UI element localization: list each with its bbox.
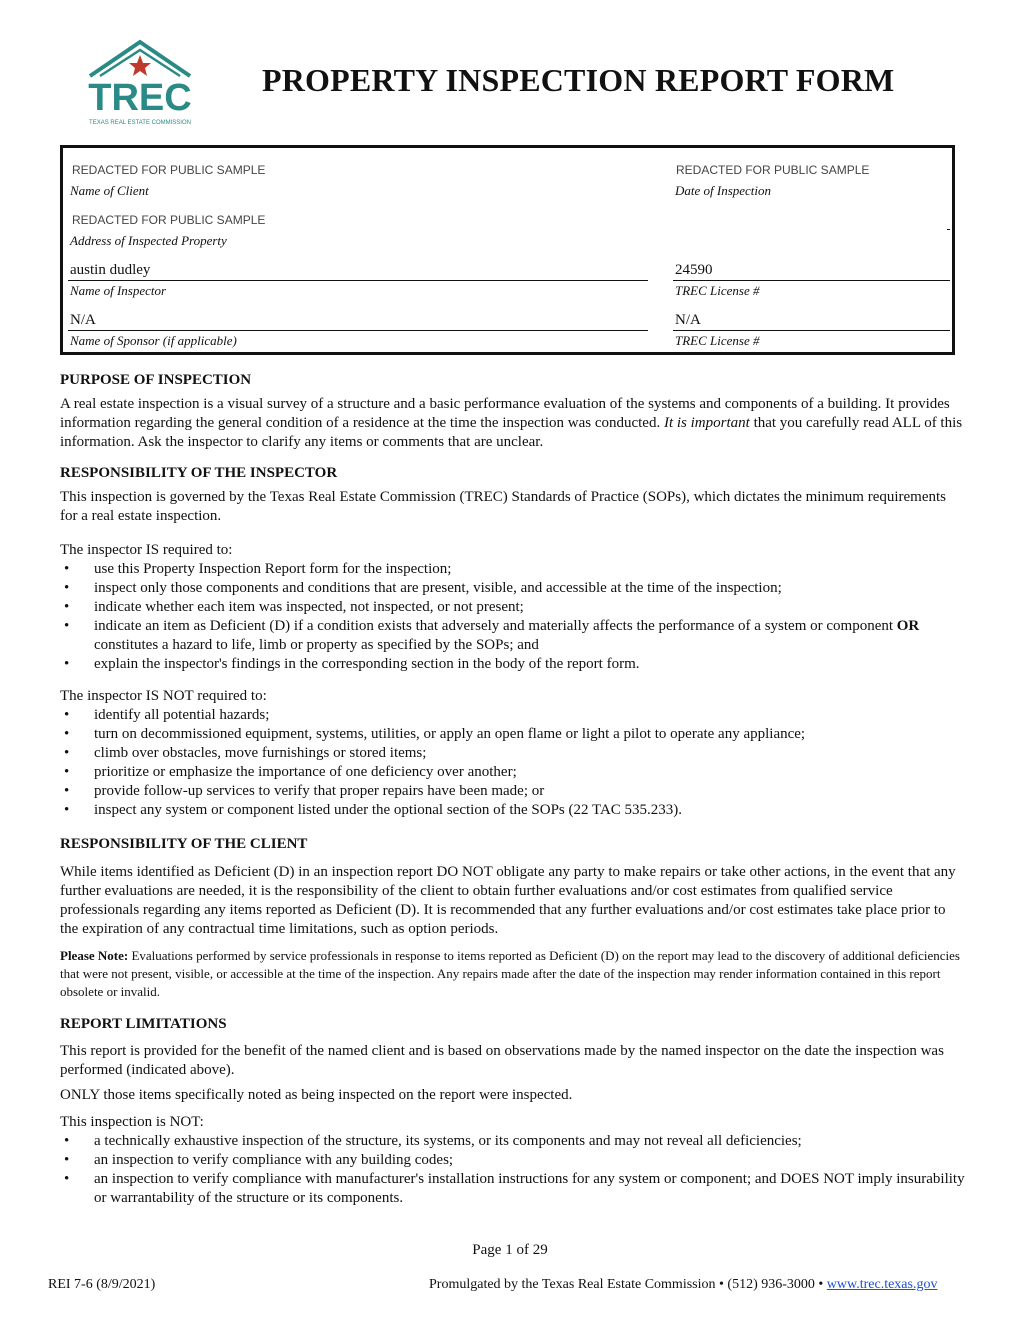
list-item: • an inspection to verify compliance with any building codes; [64, 1152, 454, 1168]
sponsor-license-label: TREC License # [675, 333, 760, 348]
logo-text: TREC [88, 77, 192, 119]
report-limitations-heading: REPORT LIMITATIONS [60, 1016, 227, 1032]
list-item: • prioritize or emphasize the importance of one deficiency over another; [64, 764, 517, 780]
list-item: • explain the inspector's findings in the corresponding section in the body of the report form. [64, 656, 640, 672]
inspector-license-label: TREC License # [675, 283, 760, 298]
form-id: REI 7-6 (8/9/2021) [48, 1277, 156, 1292]
list-item: • indicate whether each item was inspected, not inspected, or not present; [64, 599, 524, 615]
limitations-list [60, 1132, 965, 1208]
inspection-date-value: REDACTED FOR PUBLIC SAMPLE [676, 163, 870, 177]
address-line-end [947, 229, 950, 230]
not-required-list [60, 706, 965, 820]
client-name-label: Name of Client [70, 183, 149, 198]
list-item: • indicate an item as Deficient (D) if a condition exists that adversely and materially affects the performance of a system or component OR constitutes a hazard to life, limb or property as specified by the SOPs; and [64, 618, 920, 653]
required-heading: The inspector IS required to: [60, 542, 233, 558]
list-item: • turn on decommissioned equipment, systems, utilities, or apply an open flame or light a pilot to operate any appliance; [64, 726, 806, 742]
list-item: • an inspection to verify compliance with manufacturer's installation instructions for any system or component; and DOES NOT imply insurability or warrantability of the structure or its components. [64, 1171, 965, 1206]
promulgated-line: Promulgated by the Texas Real Estate Commission • (512) 936-3000 • www.trec.texas.gov [429, 1277, 938, 1292]
purpose-text: A real estate inspection is a visual survey of a structure and a basic performance evaluation of the systems and components of a building. It provides information regarding the general condition of a residence at the time the inspection was conducted. It is important that you carefully read ALL of this information. Ask the inspector to clarify any items or comments that are unclear. [60, 396, 963, 450]
logo-subtext: TEXAS REAL ESTATE COMMISSION [89, 120, 191, 126]
page-number: Page 1 of 29 [472, 1242, 548, 1258]
limitations-p1: This report is provided for the benefit of the named client and is based on observations made by the named inspector on the date the inspection was performed (indicated above). [60, 1043, 944, 1078]
list-item: • inspect only those components and conditions that are present, visible, and accessible at the time of the inspection; [64, 580, 782, 596]
limitations-p3: This inspection is NOT: [60, 1114, 204, 1130]
limitations-p2: ONLY those items specifically noted as being inspected on the report were inspected. [60, 1087, 573, 1103]
trec-website-link[interactable]: www.trec.texas.gov [826, 1277, 938, 1292]
star-icon [129, 55, 151, 76]
list-item: • climb over obstacles, move furnishings or stored items; [64, 745, 427, 761]
client-responsibility-text: While items identified as Deficient (D) in an inspection report DO NOT obligate any party to make repairs or take other actions, in the event that any further evaluations are needed, it is the responsibility of the client to obtain further evaluations and/or cost estimates from qualified service professionals regarding any items reported as Deficient (D). It is recommended that any further evaluations and/or cost estimates take place prior to the expiration of any contractual time limitations, such as option periods. [60, 864, 956, 937]
property-address-value: REDACTED FOR PUBLIC SAMPLE [72, 213, 266, 227]
inspection-date-label: Date of Inspection [675, 183, 772, 198]
sponsor-name-line [68, 330, 648, 331]
property-address-label: Address of Inspected Property [70, 233, 227, 248]
trec-logo [84, 38, 196, 128]
inspector-name-line [68, 280, 648, 281]
inspector-responsibility-text: This inspection is governed by the Texas Real Estate Commission (TREC) Standards of Practice (SOPs), which dictates the minimum requirements for a real estate inspection. [60, 489, 947, 524]
inspector-responsibility-heading: RESPONSIBILITY OF THE INSPECTOR [60, 465, 338, 481]
purpose-heading: PURPOSE OF INSPECTION [60, 372, 252, 388]
list-item: • use this Property Inspection Report form for the inspection; [64, 561, 452, 577]
trec-logo-icon [84, 38, 196, 128]
list-item: • provide follow-up services to verify that proper repairs have been made; or [64, 783, 545, 799]
sponsor-license-value: N/A [675, 312, 701, 328]
list-item: • a technically exhaustive inspection of the structure, its systems, or its components and may not reveal all deficiencies; [64, 1133, 802, 1149]
client-name-value: REDACTED FOR PUBLIC SAMPLE [72, 163, 266, 177]
sponsor-license-line [673, 330, 950, 331]
not-required-heading: The inspector IS NOT required to: [60, 688, 267, 704]
page-title: PROPERTY INSPECTION REPORT FORM [262, 62, 895, 98]
please-note-text: Please Note: Evaluations performed by service professionals in response to items reported as Deficient (D) on the report may lead to the discovery of additional deficiencies that were not present, visible, or accessible at the time of the inspection. Any repairs made after the date of the inspection may render information contained in this report obsolete or invalid. [60, 948, 960, 999]
inspector-license-value: 24590 [675, 262, 713, 278]
sponsor-name-label: Name of Sponsor (if applicable) [70, 333, 237, 348]
sponsor-name-value: N/A [70, 312, 96, 328]
inspector-license-line [673, 280, 950, 281]
list-item: • inspect any system or component listed under the optional section of the SOPs (22 TAC 535.233). [64, 802, 683, 818]
list-item: • identify all potential hazards; [64, 707, 270, 723]
inspector-name-label: Name of Inspector [70, 283, 167, 298]
client-responsibility-heading: RESPONSIBILITY OF THE CLIENT [60, 836, 308, 852]
required-list [60, 560, 965, 674]
inspector-name-value: austin dudley [70, 262, 151, 278]
